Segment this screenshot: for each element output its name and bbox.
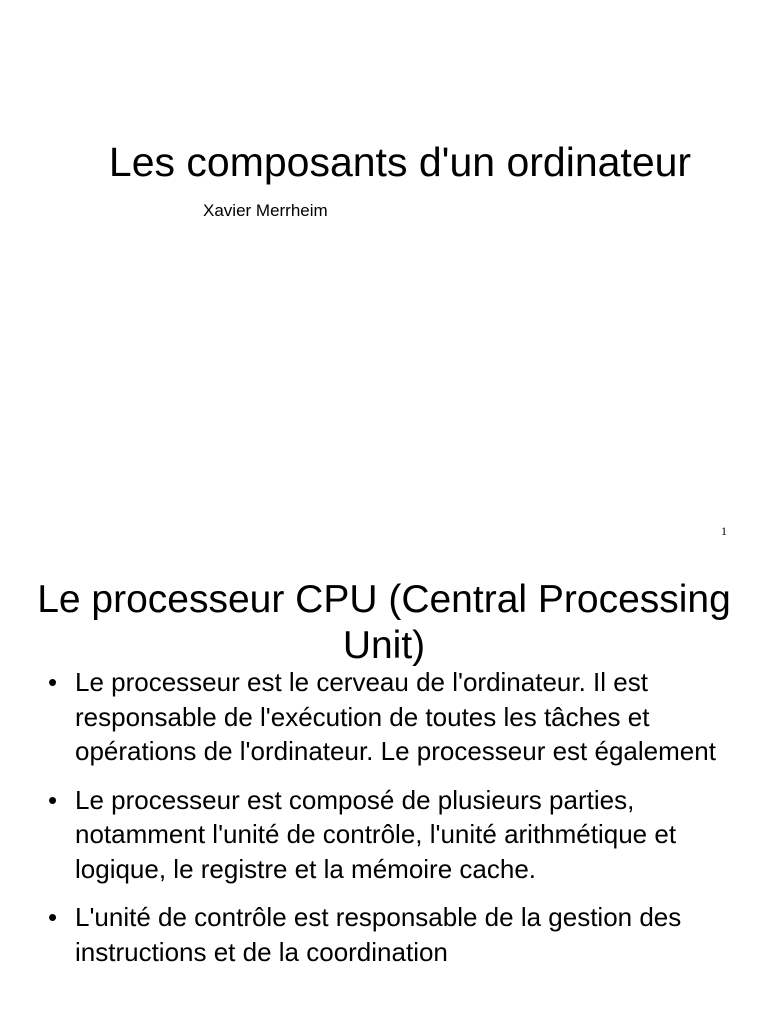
slide-title: Les composants d'un ordinateur (108, 139, 692, 185)
bullet-item (0, 665, 768, 769)
bullet-item (0, 900, 768, 969)
author-name: Xavier Merrheim (203, 201, 328, 220)
bullet-text: Le processeur est le cerveau de l'ordinateur. Il est responsable de l'exécution de toutes les tâches et opérations de l'ordinateur. Le processeur est également (75, 667, 716, 766)
bullet-icon: • (48, 667, 58, 697)
bullet-text: L'unité de contrôle est responsable de la gestion des instructions et de la coordination (75, 902, 682, 967)
bullet-icon: • (48, 902, 58, 932)
slide-title: Le processeur CPU (Central Processing Unit) (37, 578, 731, 667)
bullet-text: Le processeur est composé de plusieurs parties, notamment l'unité de contrôle, l'unité arithmétique et logique, le registre et la mémoire cache. (75, 784, 677, 884)
bullet-icon: • (48, 784, 58, 815)
bullet-item (0, 783, 768, 887)
bullet-list (0, 665, 768, 983)
slide-2 (0, 555, 768, 1024)
page-number: 1 (721, 524, 727, 538)
